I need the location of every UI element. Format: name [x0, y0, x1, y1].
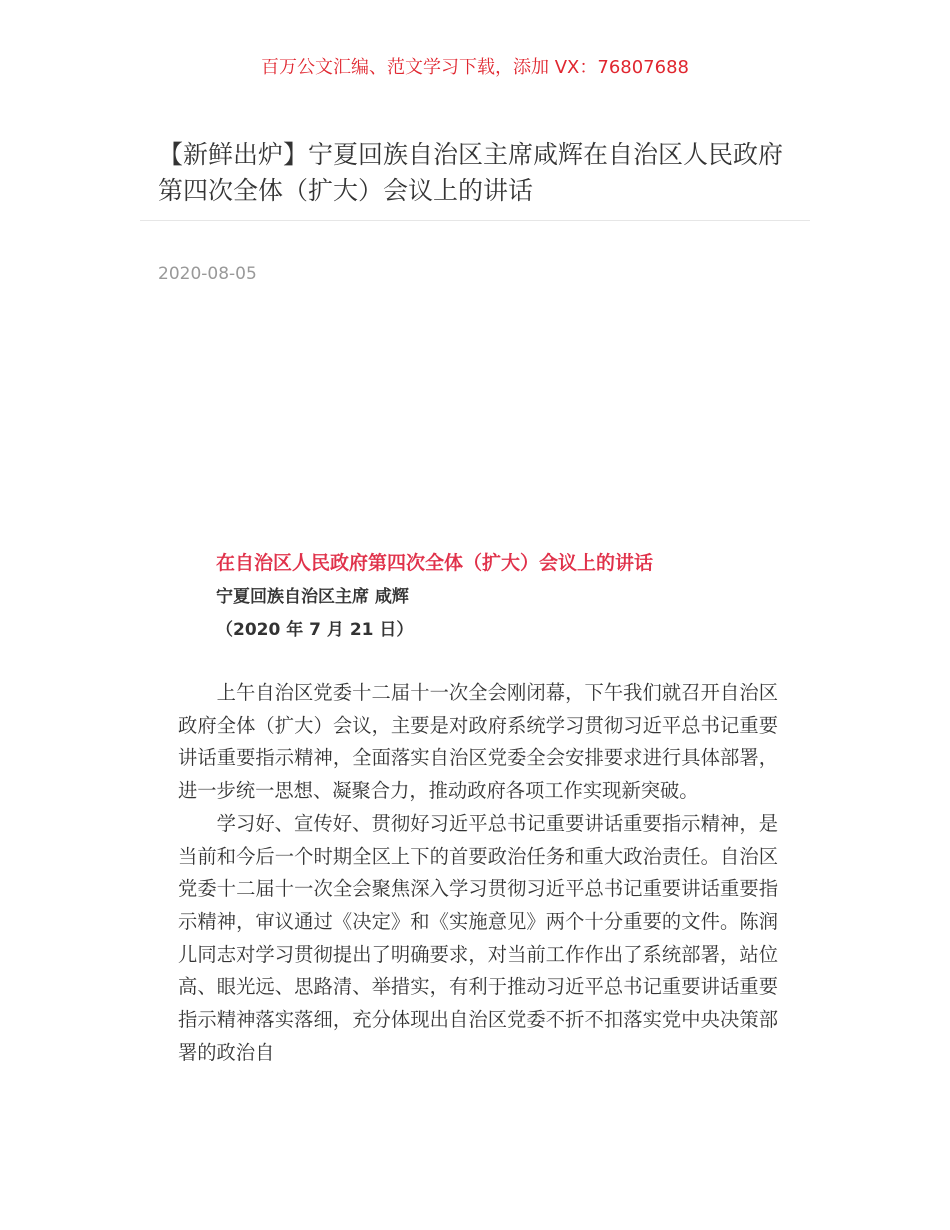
body-paragraph: 上午自治区党委十二届十一次全会刚闭幕，下午我们就召开自治区政府全体（扩大）会议，主要是对政府系统学习贯彻习近平总书记重要讲话重要指示精神，全面落实自治区党委全会安排要求进行具体部署，进一步统一思想、凝聚合力，推动政府各项工作实现新突破。 [178, 681, 778, 803]
speaker-line: 宁夏回族自治区主席 咸辉 [216, 587, 409, 607]
header-banner: 百万公文汇编、范文学习下载，添加 VX：76807688 [261, 57, 689, 78]
title-divider [140, 220, 810, 221]
article-title: 【新鲜出炉】宁夏回族自治区主席咸辉在自治区人民政府第四次全体（扩大）会议上的讲话 [158, 140, 784, 205]
body-paragraph: 学习好、宣传好、贯彻好习近平总书记重要讲话重要指示精神，是当前和今后一个时期全区上下的首要政治任务和重大政治责任。自治区党委十二届十一次全会聚焦深入学习贯彻习近平总书记重要讲话重要指示精神，审议通过《决定》和《实施意见》两个十分重要的文件。陈润儿同志对学习贯彻提出了明确要求，对当前工作作出了系统部署，站位高、眼光远、思路清、举措实，有利于推动习近平总书记重要讲话重要指示精神落实落细，充分体现出自治区党委不折不扣落实党中央决策部署的政治自 [178, 811, 778, 1064]
article-body [178, 677, 778, 1069]
speech-date: （2020 年 7 月 21 日） [216, 620, 414, 640]
speech-title: 在自治区人民政府第四次全体（扩大）会议上的讲话 [216, 552, 654, 574]
publish-date: 2020-08-05 [158, 264, 257, 284]
